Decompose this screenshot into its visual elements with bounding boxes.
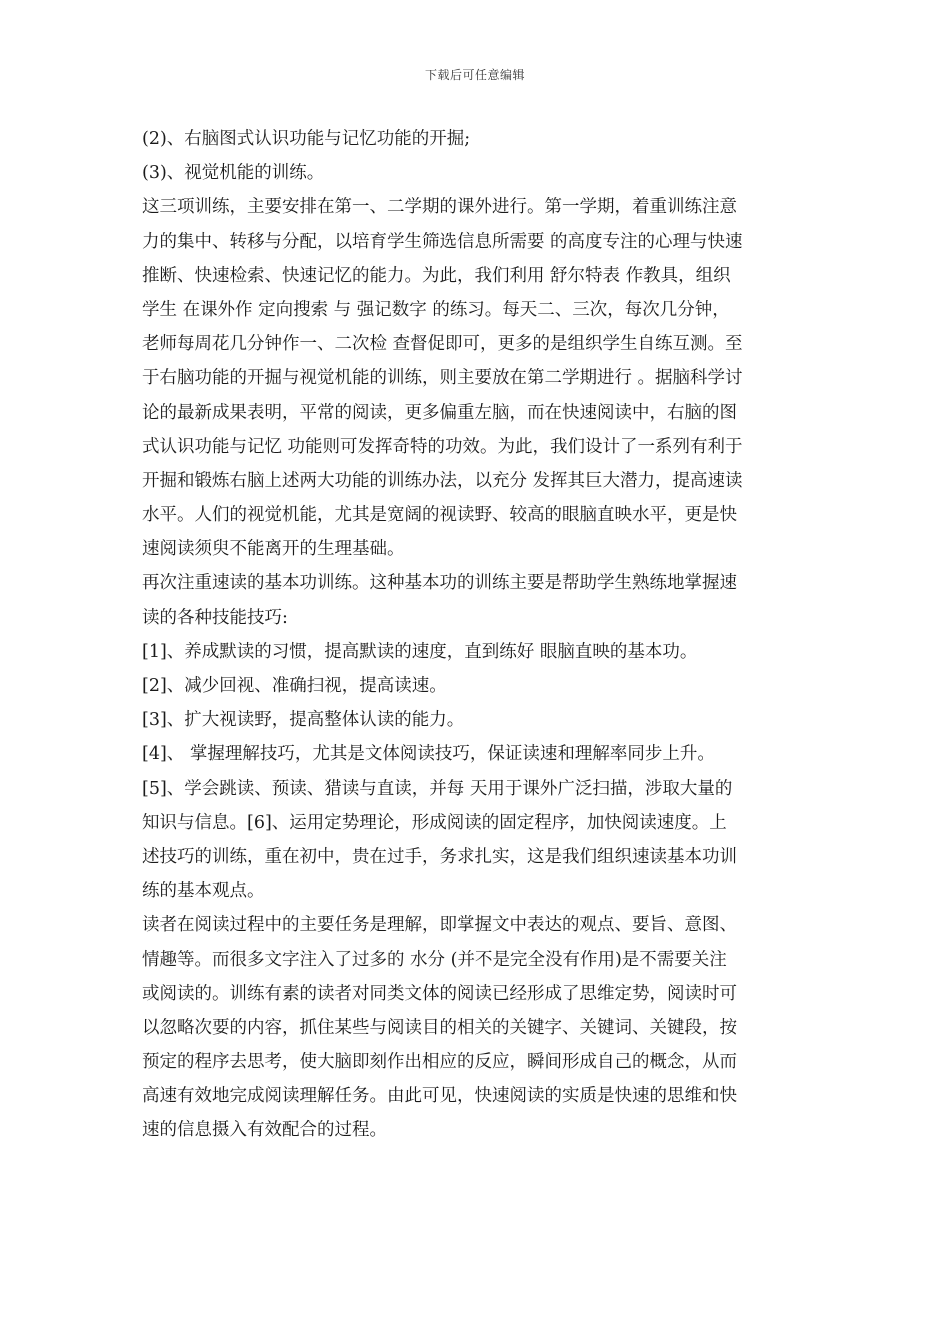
text-line: 述技巧的训练，重在初中，贵在过手，务求扎实，这是我们组织速读基本功训	[142, 846, 737, 867]
text-line: 老师每周花几分钟作一、二次检 查督促即可，更多的是组织学生自练互测。至	[142, 334, 743, 355]
page-header: 下载后可任意编辑	[424, 68, 525, 82]
text-line: 情趣等。而很多文字注入了过多的 水分 (并不是完全没有作用)是不需要关注	[142, 949, 727, 970]
text-line: 式认识功能与记忆 功能则可发挥奇特的功效。为此，我们设计了一系列有利于	[142, 436, 743, 457]
text-line: 以忽略次要的内容，抓住某些与阅读目的相关的关键字、关键词、关键段，按	[142, 1017, 737, 1038]
text-line: 练的基本观点。	[142, 881, 265, 902]
text-line: 力的集中、转移与分配，以培育学生筛选信息所需要 的高度专注的心理与快速	[142, 231, 743, 252]
text-line: 水平。人们的视觉机能，尤其是宽阔的视读野、较高的眼脑直映水平，更是快	[142, 505, 737, 526]
text-line: 于右脑功能的开掘与视觉机能的训练，则主要放在第二学期进行 。据脑科学讨	[142, 368, 743, 389]
text-line: 读的各种技能技巧:	[142, 607, 288, 628]
text-line: [4]、 掌握理解技巧，尤其是文体阅读技巧，保证读速和理解率同步上升。	[142, 744, 715, 765]
text-line: [5]、学会跳读、预读、猎读与直读，并每 天用于课外广泛扫描，涉取大量的	[142, 778, 733, 799]
text-line: 知识与信息。[6]、运用定势理论，形成阅读的固定程序，加快阅读速度。上	[142, 812, 727, 833]
text-line: 速阅读须臾不能离开的生理基础。	[142, 539, 405, 560]
text-line: [2]、减少回视、准确扫视，提高读速。	[142, 676, 447, 696]
text-line: [1]、养成默读的习惯，提高默读的速度，直到练好 眼脑直映的基本功。	[142, 641, 698, 662]
text-line: 这三项训练，主要安排在第一、二学期的课外进行。第一学期，着重训练注意	[142, 197, 737, 218]
text-line: (3)、视觉机能的训练。	[142, 163, 325, 184]
text-line: 再次注重速读的基本功训练。这种基本功的训练主要是帮助学生熟练地掌握速	[142, 573, 737, 594]
text-line: 速的信息摄入有效配合的过程。	[142, 1120, 387, 1141]
text-line: 开掘和锻炼右脑上述两大功能的训练办法，以充分 发挥其巨大潜力，提高速读	[142, 470, 743, 491]
text-line: 论的最新成果表明，平常的阅读，更多偏重左脑，而在快速阅读中，右脑的图	[142, 402, 737, 423]
text-line: (2)、右脑图式认识功能与记忆功能的开掘;	[142, 129, 471, 149]
text-line: 推断、快速检索、快速记忆的能力。为此，我们利用 舒尔特表 作教具，组织	[142, 265, 731, 286]
text-line: 或阅读的。训练有素的读者对同类文体的阅读已经形成了思维定势，阅读时可	[142, 983, 737, 1004]
text-line: 学生 在课外作 定向搜索 与 强记数字 的练习。每天二、三次，每次几分钟，	[142, 299, 730, 320]
text-line: 预定的程序去思考，使大脑即刻作出相应的反应，瞬间形成自己的概念，从而	[142, 1052, 737, 1073]
text-line: 高速有效地完成阅读理解任务。由此可见，快速阅读的实质是快速的思维和快	[142, 1086, 737, 1107]
text-line: [3]、扩大视读野，提高整体认读的能力。	[142, 710, 465, 731]
document-body	[142, 122, 808, 1148]
text-line: 读者在阅读过程中的主要任务是理解，即掌握文中表达的观点、要旨、意图、	[142, 915, 737, 936]
